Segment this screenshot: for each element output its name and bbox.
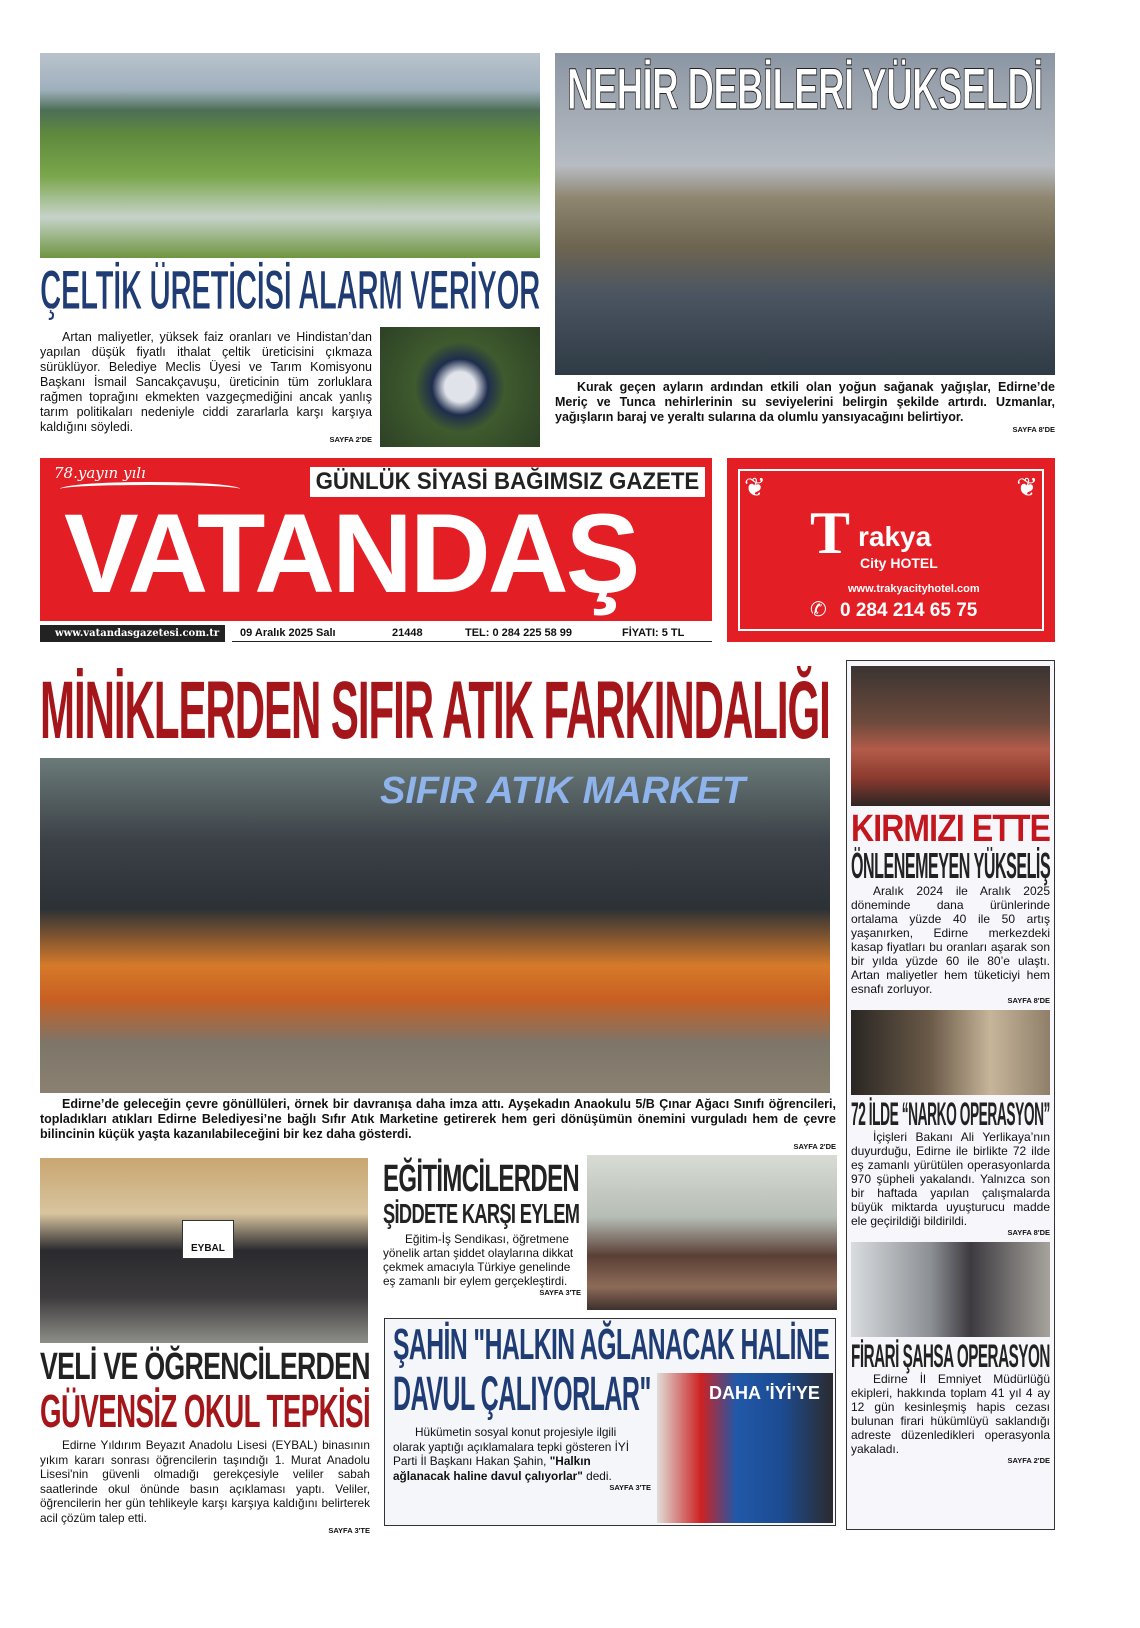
logo-t: T — [810, 500, 851, 566]
sahin-box — [384, 1318, 836, 1526]
page-ref: SAYFA 8'DE — [1007, 1228, 1050, 1237]
headline-nehir: NEHİR DEBİLERİ YÜKSELDİ — [567, 57, 1043, 122]
article-nehir-body — [555, 380, 1055, 435]
ad-phone: 0 284 214 65 75 — [840, 600, 978, 621]
main-photo — [40, 758, 830, 1093]
politician-photo — [657, 1373, 833, 1523]
page-ref: SAYFA 8'DE — [1012, 425, 1055, 434]
ornament-icon: ❦ — [1016, 472, 1038, 502]
bottom-left-story — [40, 1438, 370, 1536]
rice-field-photo — [40, 53, 540, 258]
party-sign: DAHA 'İYİ'YE — [709, 1383, 820, 1403]
sahin-headline-2: DAVUL ÇALIYORLAR" — [393, 1368, 651, 1421]
newspaper-name: VATANDAŞ — [64, 491, 638, 616]
sidebar — [846, 660, 1055, 1530]
main-headline: MİNİKLERDEN SIFIR ATIK FARKINDALIĞI — [40, 665, 830, 756]
sidebar-headline-2: 72 İLDE “NARKO OPERASYON” — [851, 1096, 1050, 1132]
page-ref: SAYFA 2'DE — [329, 435, 372, 444]
protest-photo — [40, 1158, 368, 1343]
sidebar-story-3 — [851, 1372, 1050, 1466]
ornament-icon: ❦ — [744, 472, 766, 502]
middle-headline-2: ŞİDDETE KARŞI EYLEM — [383, 1198, 580, 1229]
phone-icon: ✆ — [810, 599, 827, 621]
page-ref: SAYFA 8'DE — [1007, 996, 1050, 1005]
article-body: Aralık 2024 ile Aralık 2025 döneminde dana ürünlerinde ortalama yüzde 40 ile 50 artış yaşanırken, Edirne merkezdeki kasap fiyatları bu oranları aşarak son bir yılda yüzde 60 ile 80’e ulaştı. Artan maliyetler hem tüketiciyi hem esnafı zorluyor. — [851, 884, 1050, 996]
sidebar-headline-1a: KIRMIZI ETTE — [851, 808, 1051, 850]
body-text: Hükümetin sosyal konut projesiyle ilgili olarak yaptığı açıklamalara tepki gösteren İYİ Parti İl Başkanı Hakan Şahin, — [393, 1425, 630, 1469]
ad-brand: rakya — [858, 521, 932, 552]
main-caption — [40, 1097, 836, 1152]
divider — [232, 641, 712, 642]
article-body: Artan maliyetler, yüksek faiz oranları ve Hindistan’dan yapılan düşük fiyatlı ithalat çeltik üreticisini çıkmaza sürüklüyor. Belediye Meclis Üyesi ve Tarım Komisyonu Başkanı İsmail Sancakçavuşu, üreticinin tüm zorluklara rağmen toprağını ekmekten vazgeçmediğini ancak yanlış tarım politikaları nedeniyle ciddi zararlarla karşı karşıya kaldığını söyledi. — [40, 330, 372, 434]
bottom-left-headline-1: VELİ VE ÖĞRENCİLERDEN — [40, 1346, 370, 1388]
sahin-headline-1: ŞAHİN "HALKIN AĞLANACAK HALİNE — [393, 1320, 830, 1369]
hotel-ad[interactable] — [727, 458, 1055, 642]
issue-number: 21448 — [392, 627, 423, 639]
page-ref: SAYFA 3'TE — [539, 1288, 581, 1297]
page-ref: SAYFA 3'TE — [328, 1525, 370, 1535]
police-photo — [851, 1010, 1050, 1095]
arrest-photo — [851, 1242, 1050, 1337]
sidebar-headline-1b: ÖNLENEMEYEN YÜKSELİŞ — [851, 845, 1051, 886]
page-ref: SAYFA 3'TE — [609, 1483, 651, 1493]
article-body: Eğitim-İş Sendikası, öğretmene yönelik artan şiddet olaylarına dikkat çekmek amacıyla Türkiye genelinde eş zamanlı bir eylem gerçekleştirdi. — [383, 1232, 574, 1288]
caption-text: Edirne’de geleceğin çevre gönüllüleri, örnek bir davranışa daha imza attı. Ayşekadın Anaokulu 5/B Çınar Ağacı Sınıfı öğrencileri, topladıkları atıkları Edirne Belediyesi’ne bağlı Sıfır Atık Marketine getirerek hem geri dönüşümün önemini vurguladı hem de çevre bilincinin küçük yaşta kazanılabileceğini bir kez daha gösterdi. — [40, 1097, 836, 1141]
article-body: Edirne Yıldırım Beyazıt Anadolu Lisesi (EYBAL) binasının yıkım kararı sonrası öğrencilerin taşındığı 1. Murat Anadolu Lisesi'nin güvenli olmadığı gerekçesiyle veliler sabah saatlerinde okul önünde basın açıklaması yaptı. Veliler, öğrencilerin her gün tehlikeyle karşı karşıya kaldığını belirterek acil çözüm talep etti. — [40, 1438, 370, 1525]
meeting-photo — [587, 1155, 837, 1310]
issue-date: 09 Aralık 2025 Salı — [240, 627, 336, 639]
meat-photo — [851, 666, 1050, 806]
price: FİYATI: 5 TL — [622, 627, 685, 639]
tagline: GÜNLÜK SİYASİ BAĞIMSIZ GAZETE — [310, 467, 705, 497]
ad-brand-sub: City HOTEL — [860, 555, 938, 571]
article-body: İçişleri Bakanı Ali Yerlikaya’nın duyurduğu, Edirne ile birlikte 72 ilde eş zamanlı yürütülen operasyonlarda 970 şüpheli yakalandı. Yalnızca son bir haftada yapılan çalışmalarda büyük miktarda uyuşturucu madde ele geçirildiği bildirildi. — [851, 1130, 1050, 1228]
article-body: Edirne İl Emniyet Müdürlüğü ekipleri, hakkında toplam 41 yıl 4 ay 12 gün kesinleşmiş hapis cezası bulunan firari hükümlüyü saklandığı adreste düzenledikleri operasyonla yakaladı. — [851, 1372, 1050, 1456]
middle-story — [383, 1232, 581, 1298]
year-label: 78.yayın yılı — [54, 464, 146, 482]
market-sign: SIFIR ATIK MARKET — [380, 770, 746, 812]
sahin-story — [393, 1425, 651, 1493]
middle-headline-1: EĞİTİMCİLERDEN — [383, 1158, 580, 1200]
masthead — [40, 458, 712, 621]
article-body — [393, 1425, 651, 1483]
article-body: Kurak geçen ayların ardından etkili olan yoğun sağanak yağışlar, Edirne’de Meriç ve Tunca nehirlerinin su seviyelerini belirgin şekilde artırdı. Uzmanlar, yağışların baraj ve yeraltı sularına da olumlu yansıyacağını belirtiyor. — [555, 380, 1055, 424]
sidebar-headline-3: FİRARİ ŞAHSA OPERASYON — [851, 1338, 1050, 1374]
quote: "Halkın ağlanacak haline davul çalıyorlar" — [393, 1454, 591, 1483]
bottom-left-headline-2: GÜVENSİZ OKUL TEPKİSİ — [40, 1385, 371, 1437]
page-ref: SAYFA 2'DE — [793, 1142, 836, 1151]
sidebar-story-2 — [851, 1130, 1050, 1238]
article-celtik-body — [40, 330, 372, 445]
page-ref: SAYFA 2'DE — [1007, 1456, 1050, 1465]
sidebar-story-1 — [851, 884, 1050, 1006]
phone: TEL: 0 284 225 58 99 — [465, 627, 573, 639]
person-photo — [380, 327, 540, 447]
bridge-river-photo — [555, 53, 1055, 375]
website[interactable]: www.vatandasgazetesi.com.tr — [40, 625, 225, 642]
body-end: dedi. — [582, 1468, 612, 1483]
headline-celtik: ÇELTİK ÜRETİCİSİ ALARM VERİYOR — [40, 258, 540, 321]
ad-url[interactable]: www.trakyacityhotel.com — [848, 583, 980, 595]
eybal-sign: EYBAL — [182, 1220, 234, 1259]
masthead-info-bar — [40, 625, 712, 642]
